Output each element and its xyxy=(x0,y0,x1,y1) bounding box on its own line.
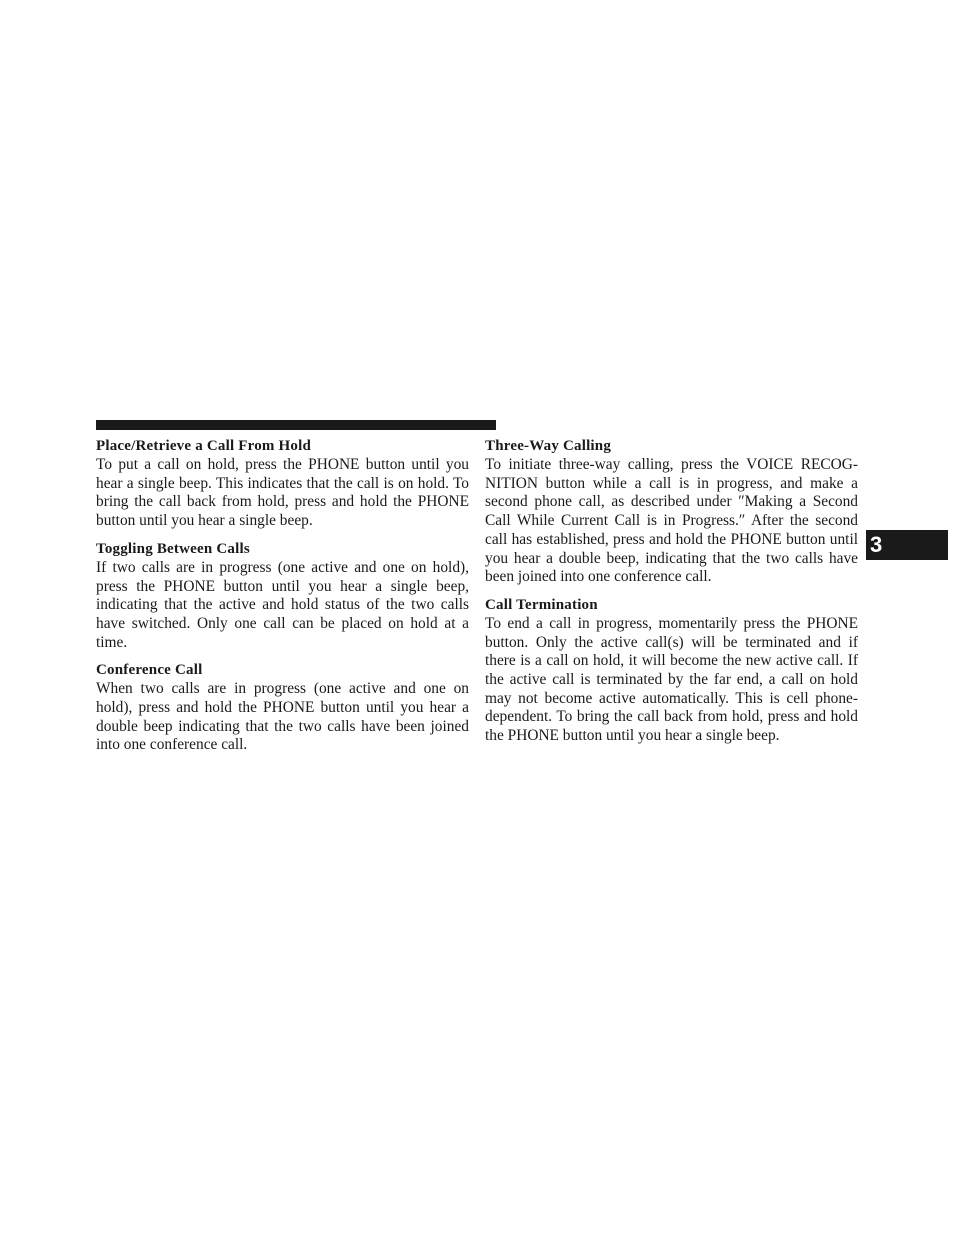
section-three-way-calling xyxy=(485,437,858,587)
section-title: Conference Call xyxy=(96,662,203,679)
section-body: To end a call in progress, momentarily press the PHONE button. Only the active call(s) will be terminated and if there is a call on hold, it will become the new active call. If the active call is terminated by the far end, a call on hold may not become active automatically. This is cell phone-dependent. To bring the call back from hold, press and hold the PHONE button until you hear a single beep. xyxy=(485,614,858,745)
chapter-tab xyxy=(866,530,948,560)
section-top-rule xyxy=(96,420,496,430)
left-column xyxy=(96,437,469,764)
section-body: To put a call on hold, press the PHONE button until you hear a single beep. This indicates that the call is on hold. To bring the call back from hold, press and hold the PHONE button until you hear a single beep. xyxy=(96,456,469,530)
section-body: If two calls are in progress (one active and one on hold), press the PHONE button until you hear a single beep, indicating that the active and hold status of the two calls have switched. Only one call can be placed on hold at a time. xyxy=(96,558,469,651)
section-place-retrieve-hold xyxy=(96,437,469,531)
section-title: Place/Retrieve a Call From Hold xyxy=(96,438,312,454)
section-title: Call Termination xyxy=(485,596,598,613)
section-body: To initiate three-way calling, press the VOICE RECOG-NITION button while a call is in progress, and make a second phone call, as described under ″Making a Second Call While Current Call is in Progress.″ After the second call has established, press and hold the PHONE button until you hear a double beep, indicating that the two calls have been joined into one conference call. xyxy=(485,456,858,586)
section-title: Three-Way Calling xyxy=(485,438,612,454)
right-column xyxy=(485,437,858,755)
section-title: Toggling Between Calls xyxy=(96,540,250,557)
section-conference-call xyxy=(96,661,469,755)
chapter-number: 3 xyxy=(870,532,883,557)
section-toggling-calls xyxy=(96,540,469,653)
section-call-termination xyxy=(485,596,858,746)
section-body: When two calls are in progress (one active and one on hold), press and hold the PHONE button until you hear a double beep indicating that the two calls have been joined into one conference call. xyxy=(96,680,469,754)
